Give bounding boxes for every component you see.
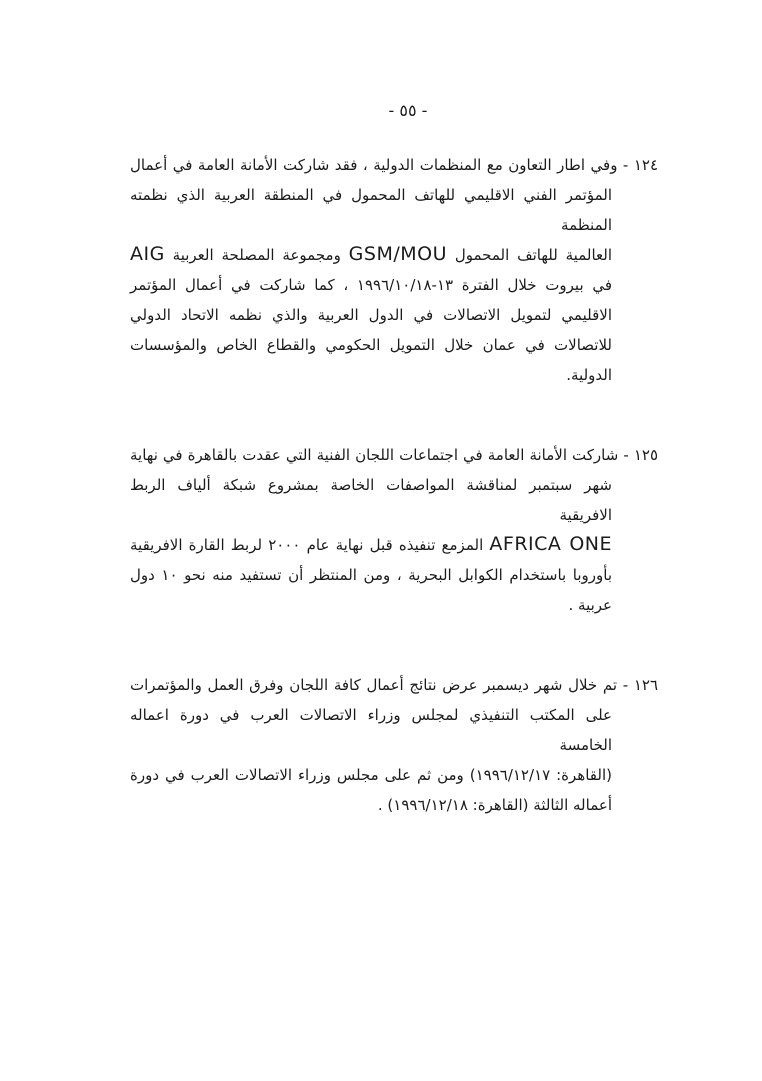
- text-line: [130, 700, 612, 760]
- text-run: (القاهرة: ١٧‏/‏١٢‏/‏١٩٩٦) ومن ثم على مجلس وزراء الاتصالات العرب في دورة: [130, 766, 612, 784]
- paragraph-126: [130, 670, 658, 820]
- text-line: [130, 760, 612, 790]
- text-line: [130, 670, 658, 700]
- paragraph-number-124: ١٢٤ -: [617, 156, 658, 174]
- text-run: الاقليمي لتمويل الاتصالات في الدول العربية والذي نظمه الاتحاد الدولي: [130, 306, 612, 324]
- latin-acronym-gsm-mou: GSM/MOU: [348, 243, 447, 265]
- text-run: شاركت الأمانة العامة في اجتماعات اللجان الفنية التي عقدت بالقاهرة في نهاية: [130, 446, 619, 464]
- paragraph-124: [130, 150, 658, 390]
- text-line: [130, 440, 658, 470]
- text-run: شهر سبتمبر لمناقشة المواصفات الخاصة بمشروع شبكة ألياف الربط الافريقية: [130, 476, 612, 524]
- text-run: للاتصالات في عمان خلال التمويل الحكومي والقطاع الخاص والمؤسسات: [130, 336, 612, 354]
- text-run: أعماله الثالثة (القاهرة: ١٨‏/‏١٢‏/‏١٩٩٦) .: [377, 796, 612, 814]
- page-number: - ٥٥ -: [388, 101, 428, 120]
- text-run: العالمية للهاتف المحمول: [447, 246, 612, 264]
- text-line: [130, 590, 612, 620]
- text-line: [130, 560, 612, 590]
- text-run: على المكتب التنفيذي لمجلس وزراء الاتصالات العرب في دورة اعماله الخامسة: [130, 706, 612, 754]
- text-run: الدولية.: [566, 366, 612, 384]
- text-line: [130, 470, 612, 530]
- text-line: [130, 150, 658, 180]
- text-line: [130, 360, 612, 390]
- paragraph-number-125: ١٢٥ -: [618, 446, 658, 464]
- paragraph-number-126: ١٢٦ -: [617, 676, 658, 694]
- text-run: عربية .: [568, 596, 612, 614]
- text-run: ومجموعة المصلحة العربية: [164, 246, 349, 264]
- text-run: وفي اطار التعاون مع المنظمات الدولية ، فقد شاركت الأمانة العامة في أعمال: [130, 156, 618, 174]
- text-run: المؤتمر الفني الاقليمي للهاتف المحمول في المنطقة العربية الذي نظمته المنظمة: [130, 186, 612, 234]
- text-run: بأوروبا باستخدام الكوابل البحرية ، ومن المنتظر أن تستفيد منه نحو ١٠ دول: [130, 566, 612, 584]
- text-line: [130, 530, 612, 560]
- text-run: تم خلال شهر ديسمبر عرض نتائج أعمال كافة اللجان وفرق العمل والمؤتمرات: [130, 676, 618, 694]
- text-line: [130, 790, 612, 820]
- text-line: [130, 300, 612, 330]
- text-line: [130, 240, 612, 270]
- latin-acronym-africa-one: AFRICA ONE: [489, 533, 613, 555]
- text-line: [130, 330, 612, 360]
- text-run: في بيروت خلال الفترة ١٣-١٨‏/‏١٠‏/‏١٩٩٦ ، كما شاركت في أعمال المؤتمر: [130, 276, 612, 294]
- paragraph-125: [130, 440, 658, 620]
- text-line: [130, 270, 612, 300]
- document-body: [130, 150, 658, 820]
- latin-acronym-aig: AIG: [130, 243, 165, 265]
- text-run: المزمع تنفيذه قبل نهاية عام ٢٠٠٠ لربط القارة الافريقية: [130, 536, 490, 554]
- text-line: [130, 180, 612, 240]
